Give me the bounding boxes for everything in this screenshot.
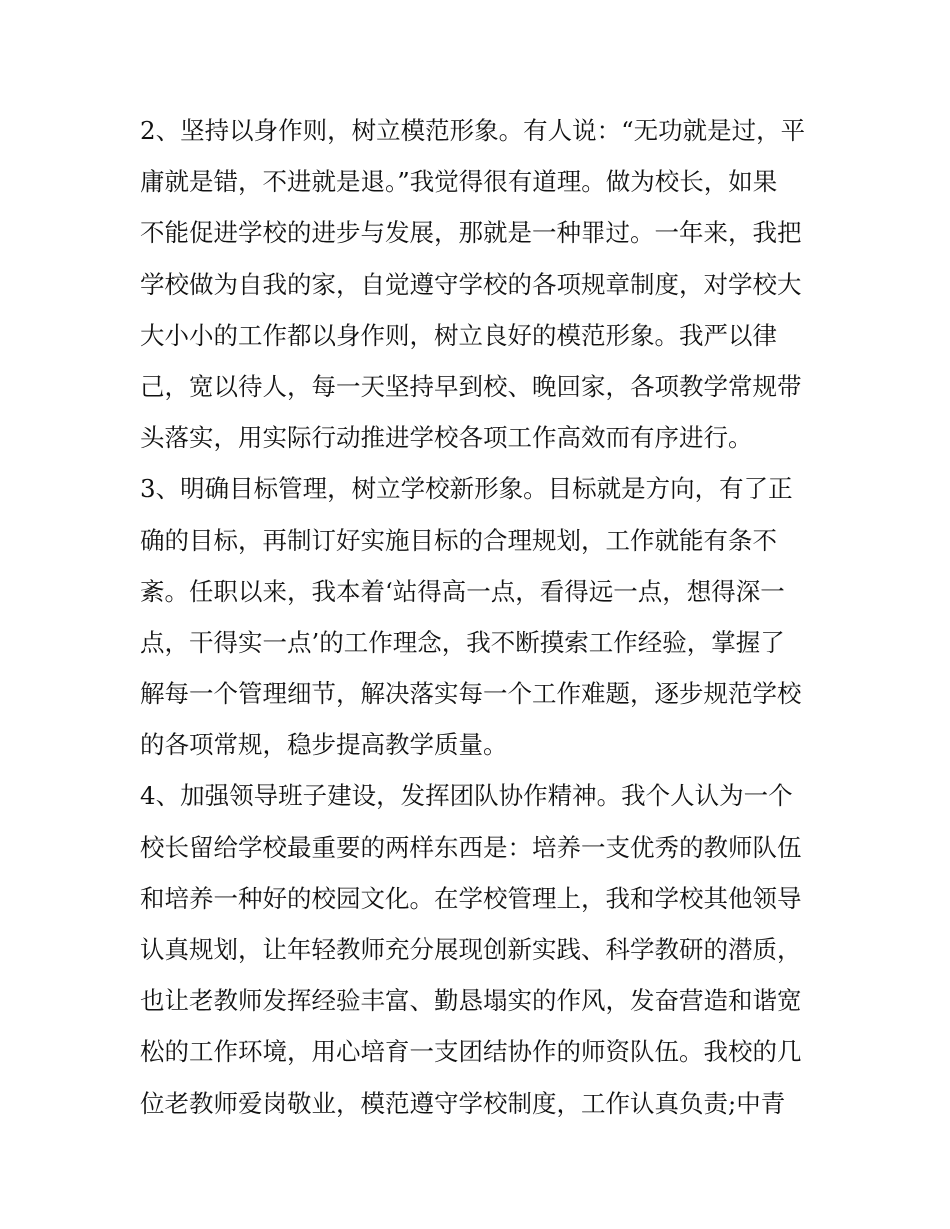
text-line: 2、坚持以身作则，树立模范形象。有人说：“无功就是过，平	[140, 116, 806, 145]
text-line: 3、明确目标管理，树立学校新形象。目标就是方向，有了正	[140, 474, 793, 504]
text-line: 紊。任职以来，我本着‘站得高一点，看得远一点，想得深一	[140, 576, 785, 606]
text-line: 认真规划，让年轻教师充分展现创新实践、科学教研的潜质，	[140, 935, 802, 964]
text-line: 点，干得实一点’的工作理念，我不断摸索工作经验，掌握了	[140, 627, 785, 657]
text-line: 学校做为自我的家，自觉遵守学校的各项规章制度，对学校大	[140, 269, 802, 299]
text-line: 解每一个管理细节，解决落实每一个工作难题，逐步规范学校	[140, 679, 802, 709]
text-line: 4、加强领导班子建设，发挥团队协作精神。我个人认为一个	[140, 781, 793, 811]
text-line: 不能促进学校的进步与发展，那就是一种罪过。一年来，我把	[140, 218, 802, 248]
text-line: 校长留给学校最重要的两样东西是：培养一支优秀的教师队伍	[140, 832, 802, 862]
text-line: 位老教师爱岗敬业，模范遵守学校制度，工作认真负责;中青	[140, 1088, 786, 1118]
text-line: 己，宽以待人，每一天坚持早到校、晚回家，各项教学常规带	[140, 371, 802, 401]
document-body	[140, 105, 820, 1129]
text-line: 庸就是错，不进就是退。”我觉得很有道理。做为校长，如果	[140, 167, 778, 197]
text-line: 也让老教师发挥经验丰富、勤恳塌实的作风，发奋营造和谐宽	[140, 986, 802, 1016]
text-line: 的各项常规，稳步提高教学质量。	[140, 730, 508, 760]
text-line: 和培养一种好的校园文化。在学校管理上，我和学校其他领导	[140, 883, 802, 913]
text-line: 大小小的工作都以身作则，树立良好的模范形象。我严以律	[140, 320, 777, 350]
text-line: 松的工作环境，用心培育一支团结协作的师资队伍。我校的几	[140, 1037, 802, 1067]
text-line: 头落实，用实际行动推进学校各项工作高效而有序进行。	[140, 423, 753, 453]
text-line: 确的目标，再制订好实施目标的合理规划，工作就能有条不	[140, 525, 777, 555]
